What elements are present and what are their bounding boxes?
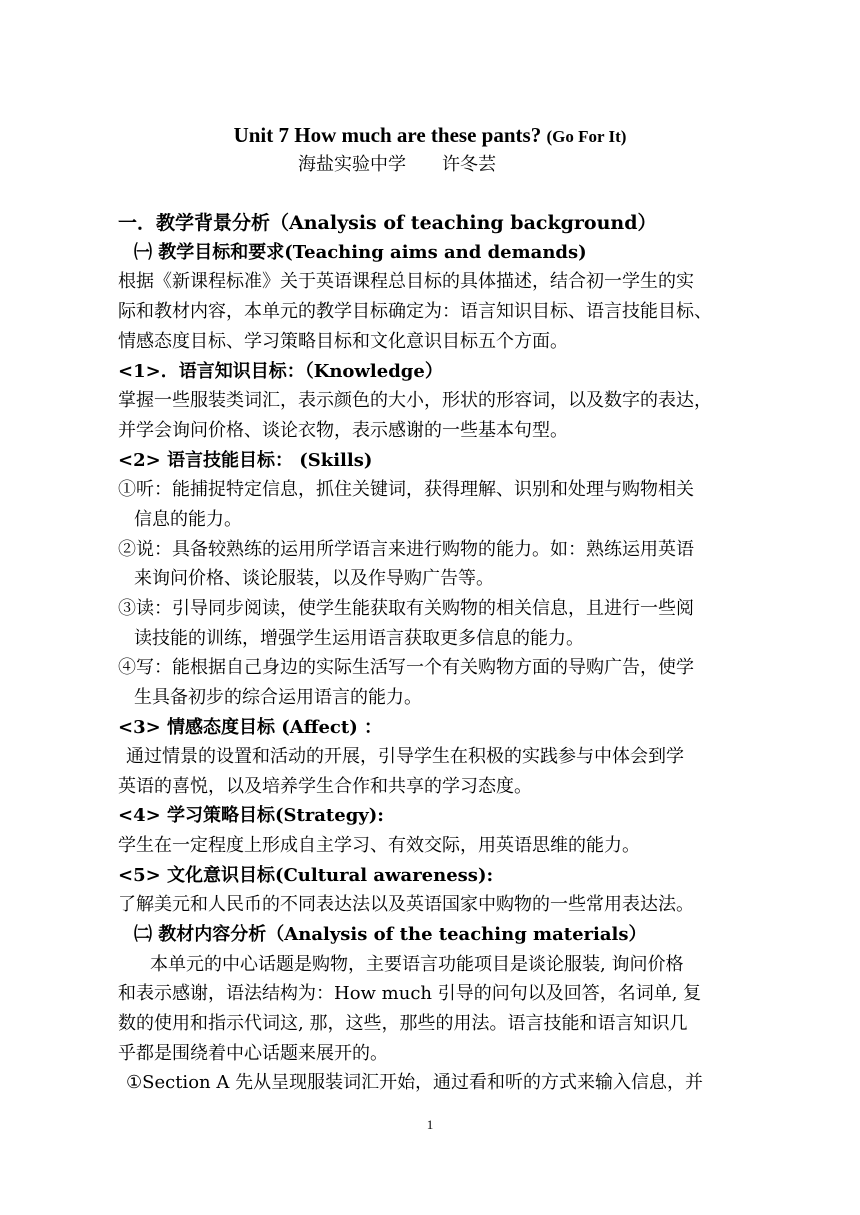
- paragraph-line: 英语的喜悦，以及培养学生合作和共享的学习态度。: [118, 776, 532, 797]
- author-line: [298, 150, 496, 180]
- goal-heading: <5> 文化意识目标(Cultural awareness):: [118, 865, 494, 886]
- paragraph-line: 际和教材内容，本单元的教学目标确定为：语言知识目标、语言技能目标、: [118, 301, 712, 322]
- paragraph-line: 并学会询问价格、谈论衣物，表示感谢的一些基本句型。: [118, 420, 568, 441]
- paragraph-line: 情感态度目标、学习策略目标和文化意识目标五个方面。: [118, 331, 568, 352]
- goal-heading: <3> 情感态度目标 (Affect) ：: [118, 717, 382, 738]
- list-item: ①听：能捕捉特定信息，抓住关键词，获得理解、识别和处理与购物相关: [118, 479, 694, 500]
- list-item: ②说：具备较熟练的运用所学语言来进行购物的能力。如：熟练运用英语: [118, 539, 694, 560]
- subsection-heading: ㈠ 教学目标和要求(Teaching aims and demands): [134, 242, 587, 263]
- goal-heading: <4> 学习策略目标(Strategy):: [118, 805, 384, 826]
- paragraph-line: 了解美元和人民币的不同表达法以及英语国家中购物的一些常用表达法。: [118, 894, 694, 915]
- goal-heading: <2> 语言技能目标： (Skills): [118, 450, 373, 471]
- paragraph-line: 和表示感谢，语法结构为：How much 引导的问句以及回答，名词单, 复: [118, 983, 702, 1004]
- list-item: ④写：能根据自己身边的实际生活写一个有关购物方面的导购广告，使学: [118, 657, 694, 678]
- paragraph-line: 数的使用和指示代词这, 那，这些，那些的用法。语言技能和语言知识几: [118, 1013, 688, 1034]
- title-main: Unit 7 How much are these pants?: [233, 123, 542, 147]
- section-heading: 一．教学背景分析（Analysis of teaching background）: [118, 212, 657, 234]
- page-number: 1: [426, 1117, 434, 1132]
- title-sub: (Go For It): [546, 127, 627, 146]
- goal-heading: <1>．语言知识目标：（Knowledge）: [118, 361, 443, 382]
- paragraph-line: ①Section A 先从呈现服装词汇开始，通过看和听的方式来输入信息，并: [126, 1072, 704, 1093]
- list-item-continuation: 生具备初步的综合运用语言的能力。: [134, 687, 422, 708]
- list-item-continuation: 来询问价格、谈论服装，以及作导购广告等。: [134, 568, 494, 589]
- list-item: ③读：引导同步阅读，使学生能获取有关购物的相关信息，且进行一些阅: [118, 598, 694, 619]
- paragraph-line: 根据《新课程标准》关于英语课程总目标的具体描述，结合初一学生的实: [118, 271, 694, 292]
- paragraph-line: 本单元的中心话题是购物，主要语言功能项目是谈论服装, 询问价格: [150, 954, 684, 975]
- list-item-continuation: 读技能的训练，增强学生运用语言获取更多信息的能力。: [134, 628, 584, 649]
- paragraph-line: 掌握一些服装类词汇，表示颜色的大小，形状的形容词，以及数字的表达，: [118, 390, 712, 411]
- document-title: [0, 118, 860, 154]
- list-item-continuation: 信息的能力。: [134, 509, 242, 530]
- subsection-heading: ㈡ 教材内容分析（Analysis of the teaching materials）: [134, 924, 647, 945]
- author-name: 许冬芸: [442, 154, 496, 175]
- author-school: 海盐实验中学: [298, 154, 406, 175]
- paragraph-line: 通过情景的设置和活动的开展，引导学生在积极的实践参与中体会到学: [126, 746, 684, 767]
- paragraph-line: 学生在一定程度上形成自主学习、有效交际，用英语思维的能力。: [118, 835, 640, 856]
- paragraph-line: 乎都是围绕着中心话题来展开的。: [118, 1043, 388, 1064]
